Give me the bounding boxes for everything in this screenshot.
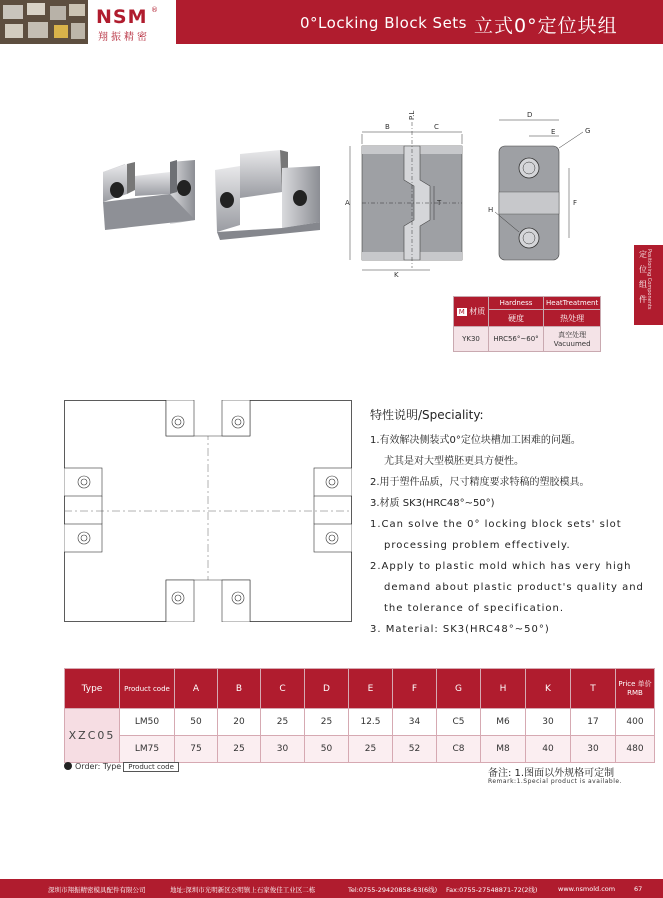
page-title-cn: 立式0°定位块组 <box>474 15 618 37</box>
table-cell: C8 <box>437 736 481 763</box>
table-cell: 25 <box>218 736 261 763</box>
heat-header-en: HeatTreatment <box>544 297 601 310</box>
side-category-tab <box>634 245 663 325</box>
col-header: D <box>305 669 349 709</box>
col-header: B <box>218 669 261 709</box>
table-cell: 25 <box>349 736 393 763</box>
table-cell: 400 <box>616 709 655 736</box>
footer-address: 地址:深圳市光明新区公明镇上石家俊佳工业区二栋 <box>170 886 316 894</box>
order-label: Order: Type <box>75 762 122 771</box>
thumbnail-image <box>0 0 88 44</box>
spec-item: 3.材质 SK3(HRC48°~50°) <box>370 498 495 509</box>
table-row <box>65 709 655 736</box>
footer-page-number: 67 <box>634 885 643 893</box>
dim-G-label: G <box>585 127 591 135</box>
material-value: YK30 <box>454 327 489 352</box>
product-photo <box>95 150 325 242</box>
table-cell: 52 <box>393 736 437 763</box>
col-header: T <box>571 669 616 709</box>
side-tab-en: Positioning Components <box>646 249 652 310</box>
dim-K-label: K <box>394 271 399 278</box>
col-header: A <box>175 669 218 709</box>
table-cell: 480 <box>616 736 655 763</box>
front-view-drawing <box>342 108 472 278</box>
footer-company: 深圳市翔振精密模具配件有限公司 <box>48 886 146 894</box>
dim-B-label: B <box>385 123 390 131</box>
table-cell: LM50 <box>120 709 175 736</box>
spec-item: processing problem effectively. <box>384 540 571 551</box>
registered-mark: ® <box>151 6 158 14</box>
material-label-cell <box>454 297 489 327</box>
hardness-value: HRC56°~60° <box>489 327 544 352</box>
side-tab-cn: 定 位 组 件 <box>639 250 647 304</box>
footer-bar <box>0 879 663 898</box>
table-cell: 40 <box>526 736 571 763</box>
table-cell: M6 <box>481 709 526 736</box>
col-header: H <box>481 669 526 709</box>
side-view-drawing <box>485 108 595 278</box>
spec-item: the tolerance of specification. <box>384 603 565 614</box>
brand-name-cn: 翔振精密 <box>98 32 150 43</box>
female-block-image <box>103 160 195 230</box>
type-cell: XZC05 <box>65 709 120 763</box>
locking-block-bottom <box>166 580 250 622</box>
table-cell: 30 <box>261 736 305 763</box>
dim-F-label: F <box>573 199 578 207</box>
spec-item: 3. Material: SK3(HRC48°~50°) <box>370 624 550 635</box>
material-label: 材质 <box>469 307 486 316</box>
remark-cn: 备注: 1.图面以外规格可定制 <box>488 768 615 779</box>
table-cell: 25 <box>261 709 305 736</box>
locking-block-top <box>166 400 250 436</box>
dim-C-label: C <box>434 123 439 131</box>
dim-D-label: D <box>527 111 533 119</box>
footer-website: www.nsmold.com <box>558 885 616 893</box>
order-info <box>64 762 179 772</box>
table-cell: 50 <box>175 709 218 736</box>
table-cell: M8 <box>481 736 526 763</box>
page-title-en: 0°Locking Block Sets <box>300 14 467 32</box>
spec-table <box>64 668 655 763</box>
mold-layout-drawing <box>64 400 352 622</box>
male-block-image <box>215 150 320 240</box>
speciality-section <box>370 405 644 640</box>
remark-en: Remark:1.Special product is available. <box>488 778 622 785</box>
col-header: C <box>261 669 305 709</box>
heat-value-en: Vacuumed <box>553 340 591 348</box>
speciality-title: 特性说明/Speciality: <box>370 408 484 422</box>
spec-item: demand about plastic product's quality and <box>384 582 644 593</box>
footer-tel: Tel:0755-29420858-63(6线) <box>348 886 438 894</box>
col-header: F <box>393 669 437 709</box>
col-header: K <box>526 669 571 709</box>
spec-item: 1.有效解决侧装式0°定位块槽加工困难的问题。 <box>370 435 581 446</box>
heat-value-cn: 真空处理 <box>558 331 587 339</box>
table-cell: 17 <box>571 709 616 736</box>
col-header: G <box>437 669 481 709</box>
footer-fax: Fax:0755-27548871-72(2线) <box>446 886 538 894</box>
header-product-thumbnails <box>0 0 88 44</box>
table-cell: 20 <box>218 709 261 736</box>
table-cell: 50 <box>305 736 349 763</box>
heat-value-cell <box>544 327 601 352</box>
spec-item: 1.Can solve the 0° locking block sets' slot <box>370 519 622 530</box>
hardness-header-en: Hardness <box>489 297 544 310</box>
table-cell: 75 <box>175 736 218 763</box>
table-cell: 12.5 <box>349 709 393 736</box>
table-row <box>65 736 655 763</box>
hardness-header-cn: 硬度 <box>489 310 544 327</box>
table-cell: 25 <box>305 709 349 736</box>
table-cell: LM75 <box>120 736 175 763</box>
brand-logo: NSM <box>96 6 148 28</box>
material-table <box>453 296 601 352</box>
table-cell: C5 <box>437 709 481 736</box>
material-icon: M <box>458 308 465 316</box>
dim-A-label: A <box>345 199 350 207</box>
col-header: E <box>349 669 393 709</box>
dim-H-label: H <box>488 206 494 214</box>
bullet-icon <box>64 762 72 770</box>
spec-item: 2.用于塑件品质，尺寸精度要求特稿的塑胶模具。 <box>370 477 590 488</box>
dim-E-label: E <box>551 128 556 136</box>
dim-T-label: T <box>437 199 442 207</box>
dim-PL-label: P.L <box>408 110 416 120</box>
spec-item: 尤其是对大型模胚更具方便性。 <box>384 456 524 467</box>
table-cell: 30 <box>571 736 616 763</box>
col-header: Price 单价 RMB <box>616 669 655 709</box>
col-header: Type <box>65 669 120 709</box>
heat-header-cn: 热处理 <box>544 310 601 327</box>
col-header: Product code <box>120 669 175 709</box>
spec-table-header <box>65 669 655 709</box>
spec-item: 2.Apply to plastic mold which has very high <box>370 561 632 572</box>
product-code-box: Product code <box>123 762 179 772</box>
table-cell: 30 <box>526 709 571 736</box>
table-cell: 34 <box>393 709 437 736</box>
